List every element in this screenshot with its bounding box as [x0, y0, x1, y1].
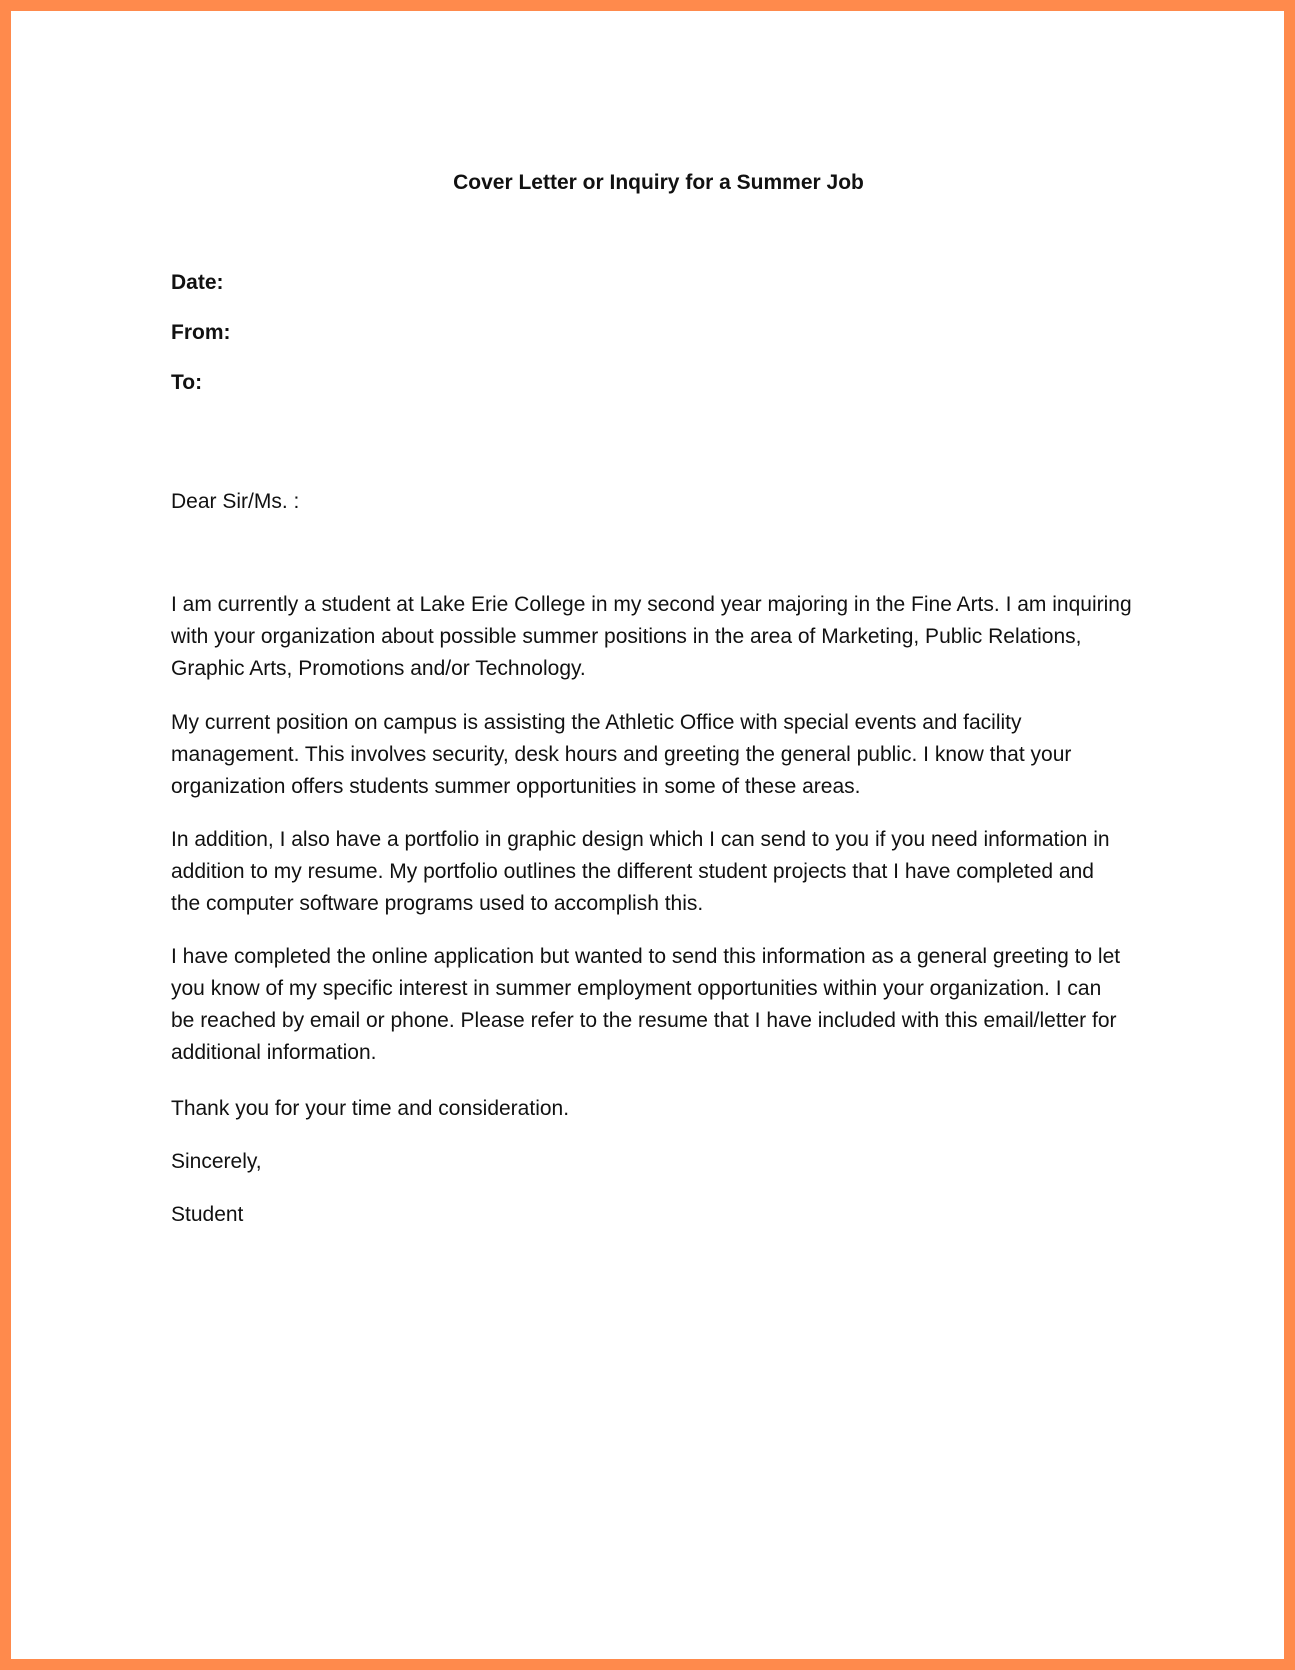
paragraph-3 [171, 824, 1151, 920]
date-label: Date: [171, 271, 224, 294]
paragraph-1 [171, 589, 1151, 685]
paragraph-line: be reached by email or phone. Please refer to the resume that I have included with this email/letter for [171, 1009, 1117, 1032]
paragraph-line: addition to my resume. My portfolio outlines the different student projects that I have completed and [171, 860, 1094, 883]
paragraph-line: I have completed the online application but wanted to send this information as a general greeting to let [171, 945, 1121, 968]
salutation: Dear Sir/Ms. : [171, 490, 300, 513]
to-label: To: [171, 371, 203, 394]
paragraph-line: I am currently a student at Lake Erie College in my second year majoring in the Fine Arts. I am inquiring [171, 593, 1132, 616]
paragraph-line: with your organization about possible summer positions in the area of Marketing, Public Relations, [171, 625, 1082, 648]
sign-off: Sincerely, [171, 1150, 262, 1173]
from-label: From: [171, 321, 231, 344]
paragraph-line: organization offers students summer opportunities in some of these areas. [171, 775, 861, 798]
paragraph-line: additional information. [171, 1041, 377, 1064]
paragraph-line: In addition, I also have a portfolio in graphic design which I can send to you if you need information in [171, 828, 1110, 851]
paragraph-line: My current position on campus is assisting the Athletic Office with special events and facility [171, 711, 1022, 734]
thanks-line: Thank you for your time and consideration. [171, 1097, 570, 1120]
letter-title: Cover Letter or Inquiry for a Summer Job [453, 171, 864, 194]
paragraph-4 [171, 941, 1151, 1069]
paragraph-line: you know of my specific interest in summer employment opportunities within your organization. I can [171, 977, 1102, 1000]
paragraph-line: management. This involves security, desk hours and greeting the general public. I know that your [171, 743, 1072, 766]
paragraph-line: the computer software programs used to accomplish this. [171, 892, 704, 915]
paragraph-line: Graphic Arts, Promotions and/or Technology. [171, 657, 586, 680]
paragraph-2 [171, 707, 1151, 803]
signature: Student [171, 1203, 244, 1226]
